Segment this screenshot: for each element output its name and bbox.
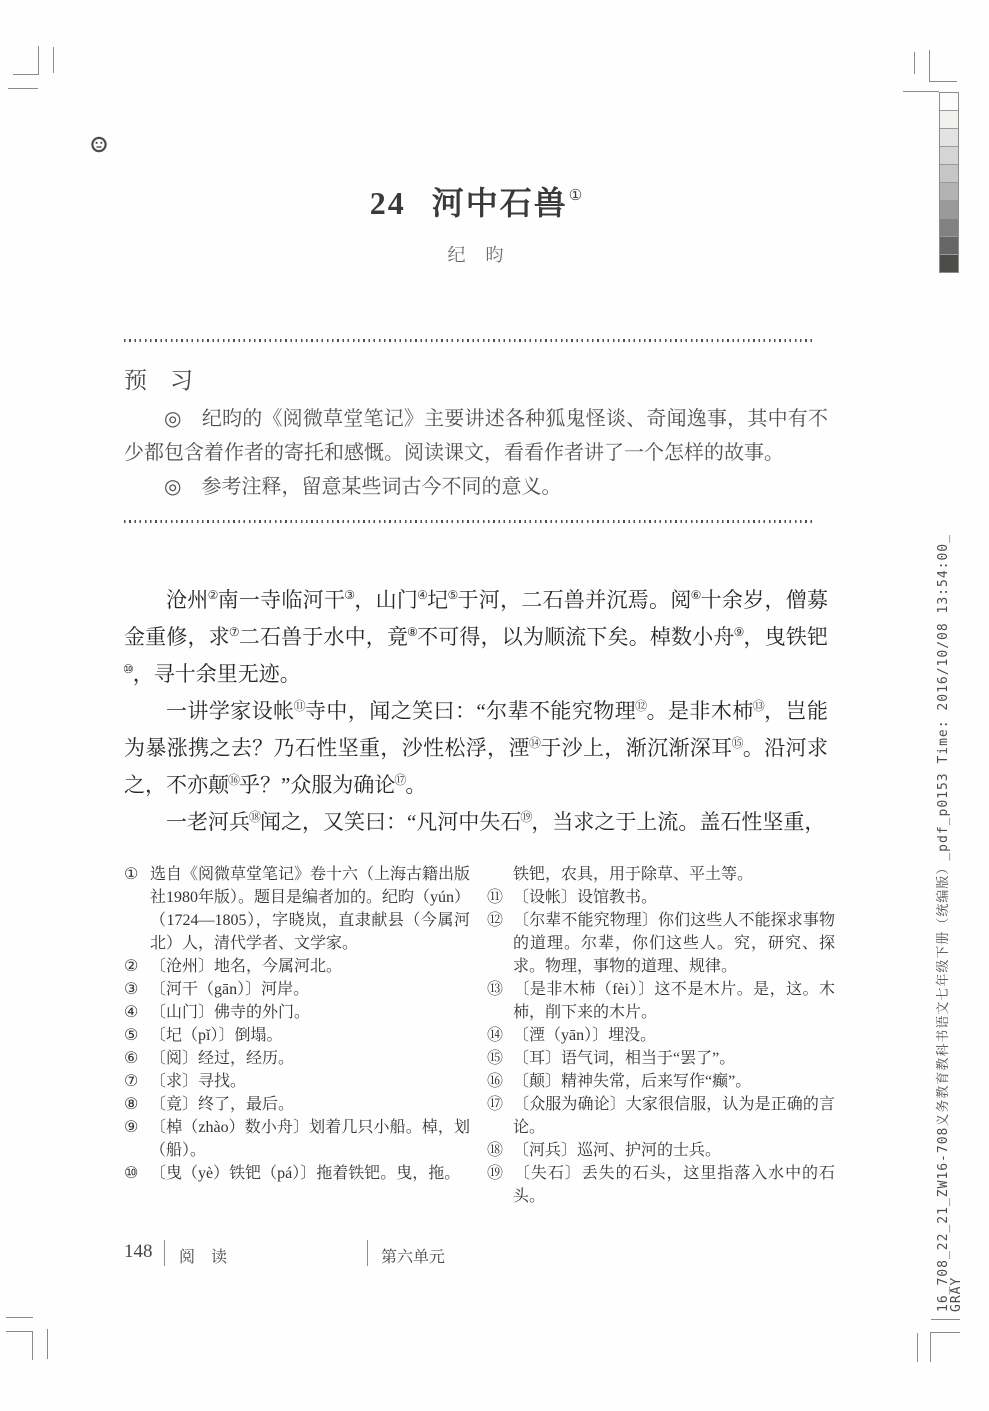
footnote-ref: ⑥ (690, 588, 702, 602)
footnote-item: ④ 〔山门〕佛寺的外门。 (124, 1001, 470, 1024)
grayscale-step (940, 201, 958, 219)
footer-divider (367, 1240, 368, 1266)
dotted-divider-bottom (124, 520, 814, 523)
crop-mark-top-right (929, 50, 930, 82)
footnote-item: ⑪ 〔设帐〕设馆教书。 (487, 886, 835, 909)
footnote-item: ⑱ 〔河兵〕巡河、护河的士兵。 (487, 1139, 835, 1162)
footnote-item: ③ 〔河干（gān）〕河岸。 (124, 978, 470, 1001)
footnote-number: ⑰ (487, 1096, 504, 1113)
grayscale-step (940, 255, 958, 272)
print-info-sidebar (936, 534, 964, 1312)
color-mode-label: GRAY (949, 1276, 964, 1312)
footnote-ref: ⑫ (635, 699, 648, 713)
footnote-ref: ② (207, 588, 219, 602)
footer-divider (164, 1240, 165, 1266)
footnote-ref: ⑦ (228, 625, 240, 639)
crop-mark-bottom-left (47, 1329, 48, 1359)
grayscale-step (940, 237, 958, 255)
footnote-ref: ⑧ (407, 625, 419, 639)
footnote-number: ④ (124, 1004, 139, 1021)
crop-mark-top-right (929, 81, 957, 82)
author-name: 纪 昀 (447, 245, 505, 265)
footnote-item: ⑧ 〔竟〕终了，最后。 (124, 1093, 470, 1116)
footnote-number: ⑦ (124, 1073, 139, 1090)
footnote-item: ⑯ 〔颠〕精神失常，后来写作“癫”。 (487, 1070, 835, 1093)
crop-mark-bottom-right (930, 1332, 931, 1362)
footnote-number: ② (124, 958, 139, 975)
chapter-title (124, 178, 828, 224)
preview-paragraph: ◎ 参考注释，留意某些词古今不同的意义。 (164, 476, 562, 498)
crop-mark-bottom-right (931, 1319, 960, 1320)
footnote-number: ⑭ (487, 1027, 504, 1044)
footnote-number: ⑧ (124, 1096, 139, 1113)
footnote-ref: ⑰ (394, 773, 407, 787)
body-paragraphs (124, 582, 828, 841)
crop-mark-bottom-right (931, 1332, 960, 1333)
crop-mark-bottom-left (6, 1331, 33, 1332)
smiley-face-icon (91, 136, 107, 153)
footnote-number: ③ (124, 981, 139, 998)
footnote-item: ⑦ 〔求〕寻找。 (124, 1070, 470, 1093)
footnote-item: ① 选自《阅微草堂笔记》卷十六（上海古籍出版社1980年版）。题目是编者加的。纪昀（yún）（1724—1805），字晓岚，直隶献县（今属河北）人，清代学者、文学家。 (124, 863, 470, 955)
footnote-ref: ⑮ (731, 736, 744, 750)
grayscale-step (940, 183, 958, 201)
footnote-ref: ③ (344, 588, 356, 602)
footnote-item: ⑬ 〔是非木杮（fèi）〕这不是木片。是，这。木杮，削下来的木片。 (487, 978, 835, 1024)
footnote-ref: ⑨ (733, 625, 745, 639)
grayscale-step (940, 129, 958, 147)
footnote-item: ⑩ 〔曳（yè）铁钯（pá）〕拖着铁钯。曳，拖。 (124, 1162, 470, 1185)
crop-mark-bottom-left (32, 1331, 33, 1360)
footnote-item: ⑤ 〔圮（pǐ）〕倒塌。 (124, 1024, 470, 1047)
footnote-item: ⑭ 〔湮（yān）〕埋没。 (487, 1024, 835, 1047)
crop-mark-bottom-left (6, 1317, 33, 1318)
footnote-ref: ④ (417, 588, 429, 602)
grayscale-calibration-bar (939, 92, 959, 273)
footnote-ref: ⑩ (123, 662, 134, 676)
section-label: 阅 读 (179, 1249, 228, 1266)
footnote-item: ⑰ 〔众服为确论〕大家很信服，认为是正确的言论。 (487, 1093, 835, 1139)
body-paragraph: 一讲学家设帐⑪寺中，闻之笑曰：“尔辈不能究物理⑫。是非木杮⑬，岂能为暴涨携之去？乃石性坚重，沙性松浮，湮⑭于沙上，渐沉渐深耳⑮。沿河求之，不亦颠⑯乎？”众服为确论⑰。 (124, 699, 829, 797)
footnote-item: ⑫ 〔尔辈不能究物理〕你们这些人不能探求事物的道理。尔辈，你们这些人。究，研究、探求。物理，事物的道理、规律。 (487, 909, 835, 978)
preview-paragraphs (124, 402, 828, 504)
footnotes-left-column (124, 863, 470, 1185)
grayscale-step (940, 165, 958, 183)
body-paragraph: 沧州②南一寺临河干③，山门④圮⑤于河，二石兽并沉焉。阅⑥十余岁，僧募金重修，求⑦二石兽于水中，竟⑧不可得，以为顺流下矣。棹数小舟⑨，曳铁钯⑩，寻十余里无迹。 (123, 588, 829, 686)
print-info-line: 16_708_22_21_ZW16-708义务教育教科书语文七年级下册（统编版）_pdf_p0153 Time: 2016/10/08 13:54:00_ (936, 534, 951, 1312)
crop-mark-top-left (13, 74, 39, 75)
footnote-item: ⑲ 〔失石〕丢失的石头，这里指落入水中的石头。 (487, 1162, 835, 1208)
footnote-item: 铁钯，农具，用于除草、平土等。 (513, 866, 754, 883)
grayscale-step (940, 219, 958, 237)
footnote-number: ⑩ (124, 1165, 139, 1182)
footnotes-right-column (487, 863, 835, 1208)
footnote-number: ⑪ (487, 889, 504, 906)
crop-mark-bottom-right (917, 1333, 918, 1362)
footnote-item: ② 〔沧州〕地名，今属河北。 (124, 955, 470, 978)
footnote-ref: ⑪ (293, 699, 306, 713)
preview-paragraph: ◎ 纪昀的《阅微草堂笔记》主要讲述各种狐鬼怪谈、奇闻逸事，其中有不少都包含着作者的寄托和感慨。阅读课文，看看作者讲了一个怎样的故事。 (124, 408, 828, 464)
crop-mark-top-left (8, 88, 38, 89)
chapter-title-text: 河中石兽 (431, 185, 568, 221)
footnote-ref: ⑲ (520, 810, 533, 824)
lesson-number: 24 (369, 185, 406, 221)
crop-mark-top-left (53, 47, 54, 73)
footnote-ref: ⑤ (447, 588, 459, 602)
body-paragraph: 一老河兵⑱闻之，又笑曰：“凡河中失石⑲，当求之于上流。盖石性坚重， (166, 810, 826, 834)
footnote-number: ⑯ (487, 1073, 504, 1090)
grayscale-step (940, 111, 958, 129)
title-footnote-ref: ① (568, 188, 583, 204)
footnote-number: ⑬ (487, 981, 504, 998)
footnote-number: ⑥ (124, 1050, 139, 1067)
footnote-number: ⑱ (487, 1142, 504, 1159)
footnote-number: ① (124, 866, 139, 883)
page-number: 148 (124, 1241, 153, 1262)
preview-section (124, 339, 828, 523)
footnote-number: ⑫ (487, 912, 504, 929)
grayscale-step (940, 93, 958, 111)
unit-label: 第六单元 (381, 1249, 446, 1266)
page-footer (124, 1240, 828, 1268)
footnote-ref: ⑭ (528, 736, 542, 750)
preview-heading: 预 习 (124, 368, 193, 393)
footnote-ref: ⑯ (228, 773, 241, 787)
footnote-item: ⑥ 〔阅〕经过，经历。 (124, 1047, 470, 1070)
crop-mark-top-right (914, 52, 915, 74)
grayscale-step (940, 147, 958, 165)
footnote-number: ⑲ (487, 1165, 504, 1182)
dotted-divider-top (124, 339, 814, 342)
crop-mark-top-left (38, 46, 39, 74)
footnote-item: ⑨ 〔棹（zhào）数小舟〕划着几只小船。棹，划（船）。 (124, 1116, 470, 1162)
footnote-ref: ⑬ (752, 699, 766, 713)
footnote-item: ⑮ 〔耳〕语气词，相当于“罢了”。 (487, 1047, 835, 1070)
footnote-number: ⑮ (487, 1050, 504, 1067)
grayscale-bar-tick (903, 91, 939, 92)
footnote-number: ⑨ (124, 1119, 139, 1136)
footnote-number: ⑤ (124, 1027, 139, 1044)
footnote-ref: ⑱ (249, 810, 262, 824)
